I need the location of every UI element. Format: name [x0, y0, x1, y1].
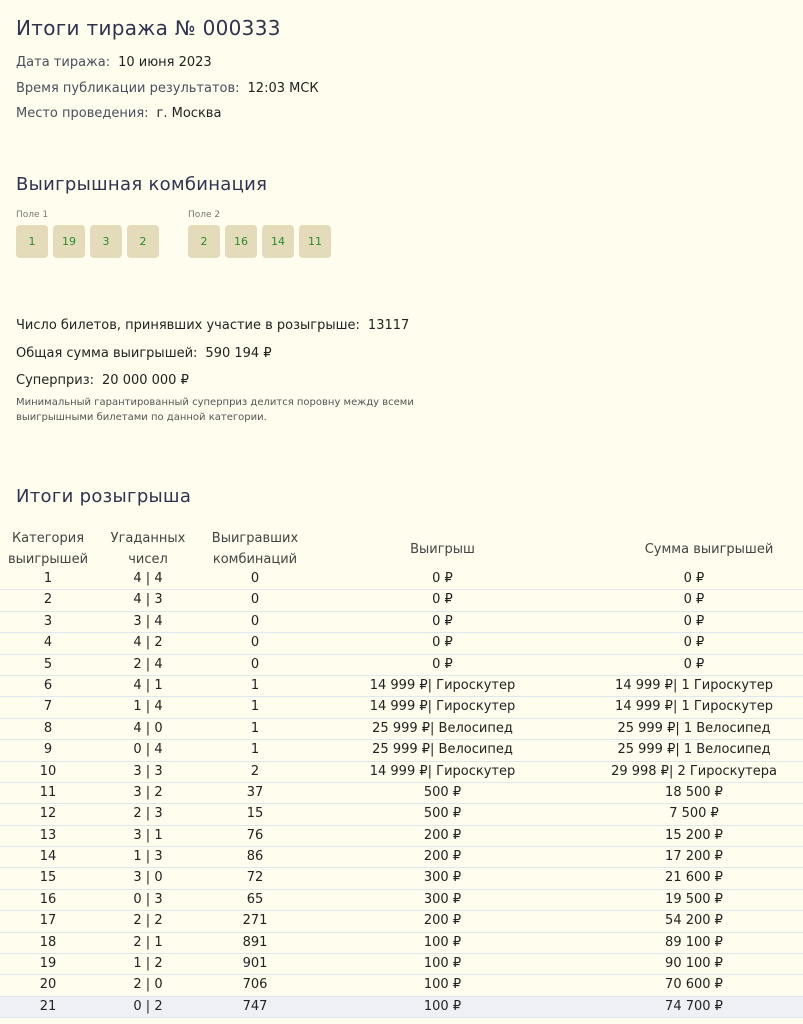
- table-row: [0, 954, 803, 975]
- cell-total: 14 999 ₽| 1 Гироскутер: [615, 699, 773, 715]
- cell-guessed: 1 | 3: [133, 849, 163, 865]
- cell-combinations: 0: [250, 656, 260, 672]
- cell-category: 10: [39, 763, 57, 779]
- field1-numbers: [16, 225, 159, 258]
- table-row: [0, 804, 803, 825]
- table-row: [0, 933, 803, 954]
- cell-combinations: 1: [250, 699, 260, 715]
- cell-category: 16: [39, 891, 57, 907]
- cell-prize: 0 ₽: [432, 635, 453, 651]
- table-row: [0, 740, 803, 761]
- cell-combinations: 1: [250, 720, 260, 736]
- cell-total: 89 100 ₽: [665, 934, 723, 950]
- table-row: [0, 911, 803, 932]
- page-title: Итоги тиража № 000333: [16, 16, 281, 40]
- header-prize: Выигрыш: [410, 542, 475, 557]
- field2-numbers: [188, 225, 331, 258]
- table-row: [0, 762, 803, 783]
- cell-prize: 25 999 ₽| Велосипед: [372, 720, 513, 736]
- number-ball: 3: [90, 225, 122, 258]
- cell-category: 2: [43, 592, 53, 608]
- cell-combinations: 271: [242, 913, 268, 929]
- cell-total: 0 ₽: [683, 613, 705, 629]
- cell-combinations: 901: [242, 956, 268, 972]
- draw-place-value: г. Москва: [156, 106, 222, 121]
- cell-category: 14: [39, 849, 57, 865]
- number-ball: 11: [299, 225, 331, 258]
- cell-combinations: 706: [242, 977, 268, 993]
- table-row: [0, 868, 803, 889]
- cell-guessed: 4 | 0: [133, 720, 163, 736]
- cell-prize: 200 ₽: [423, 849, 462, 865]
- cell-prize: 0 ₽: [432, 571, 453, 586]
- field2-label: Поле 2: [188, 210, 221, 220]
- cell-prize: 100 ₽: [423, 956, 462, 972]
- cell-guessed: 4 | 4: [133, 571, 163, 586]
- winning-combination-title: Выигрышная комбинация: [16, 174, 268, 195]
- results-title: Итоги розыгрыша: [16, 486, 192, 507]
- cell-combinations: 76: [246, 827, 264, 843]
- cell-prize: 300 ₽: [423, 870, 462, 886]
- number-ball: 14: [262, 225, 294, 258]
- cell-total: 25 999 ₽| 1 Велосипед: [617, 720, 771, 736]
- cell-combinations: 747: [242, 998, 268, 1014]
- table-row: [0, 890, 803, 911]
- cell-guessed: 1 | 2: [133, 956, 163, 972]
- cell-category: 19: [39, 956, 57, 972]
- cell-prize: 14 999 ₽| Гироскутер: [369, 677, 516, 693]
- cell-prize: 14 999 ₽| Гироскутер: [369, 699, 516, 715]
- cell-category: 6: [43, 677, 53, 693]
- cell-prize: 100 ₽: [423, 977, 462, 993]
- cell-prize: 500 ₽: [423, 806, 462, 822]
- cell-category: 3: [43, 613, 53, 629]
- cell-prize: 14 999 ₽| Гироскутер: [369, 763, 516, 779]
- cell-category: 15: [39, 870, 57, 886]
- cell-category: 11: [39, 784, 57, 800]
- tickets-count: [16, 318, 409, 333]
- cell-guessed: 3 | 0: [133, 870, 163, 886]
- cell-prize: 0 ₽: [432, 592, 453, 608]
- cell-guessed: 1 | 4: [133, 699, 163, 715]
- cell-prize: 200 ₽: [423, 827, 462, 843]
- cell-total: 0 ₽: [683, 592, 705, 608]
- table-row: [0, 826, 803, 847]
- table-row: [0, 612, 803, 633]
- draw-date: [16, 55, 212, 70]
- cell-prize: 0 ₽: [432, 656, 453, 672]
- cell-total: 25 999 ₽| 1 Велосипед: [617, 742, 771, 758]
- cell-total: 74 700 ₽: [665, 998, 723, 1014]
- tickets-count-label: Число билетов, принявших участие в розыгрыше:: [16, 318, 360, 333]
- draw-date-label: Дата тиража:: [16, 55, 111, 70]
- publication-time-value: 12:03 МСК: [247, 81, 319, 96]
- table-row: [0, 569, 803, 590]
- cell-combinations: 2: [250, 763, 260, 779]
- header-category: Категория выигрышей: [7, 531, 89, 567]
- cell-prize: 0 ₽: [432, 613, 453, 629]
- table-row: [0, 997, 803, 1018]
- table-row: [0, 975, 803, 996]
- tickets-count-value: 13117: [367, 318, 410, 333]
- cell-total: 29 998 ₽| 2 Гироскутера: [611, 763, 777, 779]
- table-row: [0, 783, 803, 804]
- table-row: [0, 676, 803, 697]
- cell-combinations: 86: [246, 849, 264, 865]
- draw-place: [16, 106, 221, 121]
- cell-combinations: 0: [250, 571, 260, 586]
- cell-total: 21 600 ₽: [665, 870, 723, 886]
- cell-guessed: 0 | 4: [133, 742, 163, 758]
- cell-guessed: 0 | 2: [133, 998, 163, 1014]
- cell-category: 12: [39, 806, 57, 822]
- cell-combinations: 37: [246, 784, 264, 800]
- cell-total: 0 ₽: [683, 635, 705, 651]
- table-row: [0, 697, 803, 718]
- cell-total: 19 500 ₽: [665, 891, 723, 907]
- cell-total: 17 200 ₽: [665, 849, 723, 865]
- cell-total: 0 ₽: [683, 571, 705, 586]
- draw-place-label: Место проведения:: [16, 106, 149, 121]
- cell-guessed: 2 | 2: [133, 913, 163, 929]
- cell-guessed: 4 | 2: [133, 635, 163, 651]
- cell-guessed: 0 | 3: [133, 891, 163, 907]
- cell-prize: 500 ₽: [423, 784, 462, 800]
- superprize-value: 20 000 000 ₽: [102, 373, 189, 388]
- cell-combinations: 891: [242, 934, 268, 950]
- cell-category: 13: [39, 827, 57, 843]
- results-table-body: [0, 569, 803, 1018]
- cell-total: 14 999 ₽| 1 Гироскутер: [615, 677, 773, 693]
- cell-guessed: 3 | 4: [133, 613, 163, 629]
- cell-guessed: 3 | 3: [133, 763, 163, 779]
- cell-combinations: 0: [250, 592, 260, 608]
- table-row: [0, 590, 803, 611]
- cell-combinations: 1: [250, 677, 260, 693]
- superprize-note: Минимальный гарантированный суперприз делится поровну между всеми выигрышными билетами по данной категории.: [16, 397, 414, 423]
- total-winnings-label: Общая сумма выигрышей:: [16, 346, 198, 361]
- cell-total: 90 100 ₽: [665, 956, 723, 972]
- number-ball: 2: [188, 225, 220, 258]
- results-table-header: [0, 528, 803, 570]
- cell-total: 54 200 ₽: [665, 913, 723, 929]
- number-ball: 19: [53, 225, 85, 258]
- cell-guessed: 2 | 4: [133, 656, 163, 672]
- cell-combinations: 65: [246, 891, 264, 907]
- cell-guessed: 2 | 1: [133, 934, 163, 950]
- cell-category: 9: [43, 742, 53, 758]
- cell-prize: 200 ₽: [423, 913, 462, 929]
- cell-category: 18: [39, 934, 57, 950]
- publication-time-label: Время публикации результатов:: [16, 81, 240, 96]
- cell-category: 21: [39, 998, 57, 1014]
- cell-guessed: 4 | 3: [133, 592, 163, 608]
- cell-prize: 25 999 ₽| Велосипед: [372, 742, 513, 758]
- field1-label: Поле 1: [16, 210, 49, 220]
- cell-combinations: 15: [246, 806, 264, 822]
- cell-category: 8: [43, 720, 53, 736]
- table-row: [0, 655, 803, 676]
- superprize-label: Суперприз:: [16, 373, 95, 388]
- superprize: [16, 373, 189, 388]
- publication-time: [16, 81, 319, 96]
- table-row: [0, 847, 803, 868]
- cell-guessed: 4 | 1: [133, 677, 163, 693]
- cell-total: 70 600 ₽: [665, 977, 723, 993]
- header-guessed: Угаданных чисел: [110, 531, 186, 567]
- cell-total: 18 500 ₽: [665, 784, 723, 800]
- cell-combinations: 1: [250, 742, 260, 758]
- cell-prize: 300 ₽: [423, 891, 462, 907]
- cell-category: 5: [43, 656, 53, 672]
- table-row: [0, 719, 803, 740]
- table-row: [0, 633, 803, 654]
- number-ball: 1: [16, 225, 48, 258]
- total-winnings: [16, 346, 272, 361]
- cell-guessed: 3 | 2: [133, 784, 163, 800]
- number-ball: 2: [127, 225, 159, 258]
- cell-total: 15 200 ₽: [665, 827, 723, 843]
- cell-total: 0 ₽: [683, 656, 705, 672]
- cell-prize: 100 ₽: [423, 998, 462, 1014]
- draw-date-value: 10 июня 2023: [118, 55, 212, 70]
- cell-category: 4: [43, 635, 53, 651]
- cell-category: 20: [39, 977, 57, 993]
- cell-combinations: 0: [250, 635, 260, 651]
- cell-combinations: 0: [250, 613, 260, 629]
- cell-total: 7 500 ₽: [669, 806, 719, 822]
- cell-prize: 100 ₽: [423, 934, 462, 950]
- cell-guessed: 2 | 3: [133, 806, 163, 822]
- number-ball: 16: [225, 225, 257, 258]
- cell-combinations: 72: [246, 870, 264, 886]
- header-total: Сумма выигрышей: [644, 542, 774, 557]
- cell-category: 1: [43, 571, 53, 586]
- cell-guessed: 3 | 1: [133, 827, 163, 843]
- cell-category: 17: [39, 913, 57, 929]
- cell-category: 7: [43, 699, 53, 715]
- total-winnings-value: 590 194 ₽: [205, 346, 272, 361]
- cell-guessed: 2 | 0: [133, 977, 163, 993]
- header-winning-combinations: Выигравших комбинаций: [211, 531, 299, 567]
